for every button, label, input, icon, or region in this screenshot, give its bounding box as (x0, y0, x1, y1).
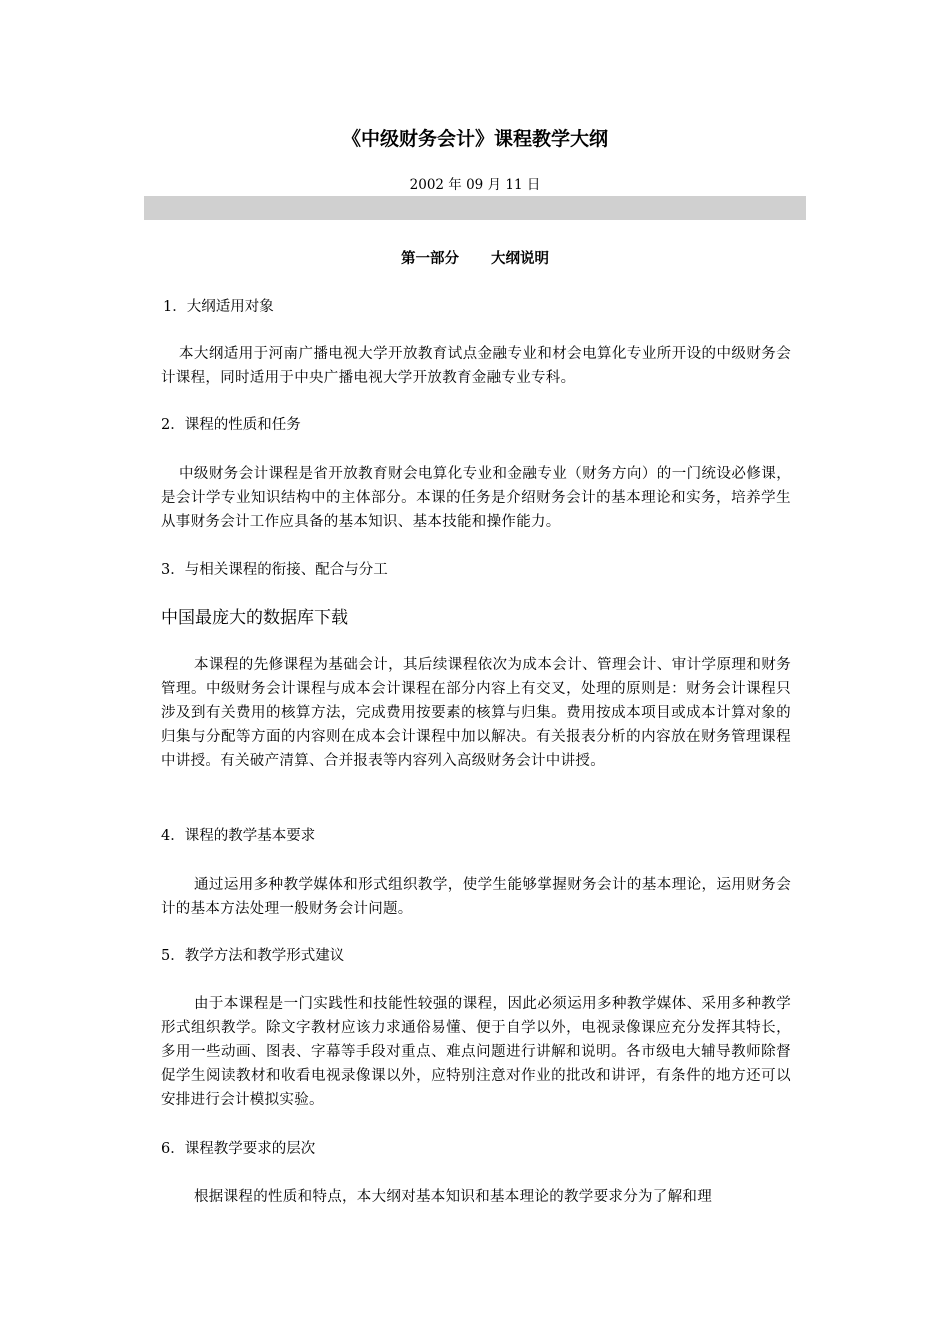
section-3-extra-line: 中国最庞大的数据库下载 (161, 608, 348, 628)
separator-bar (144, 196, 806, 220)
document-date: 2002 年 09 月 11 日 (409, 177, 541, 193)
section-5-heading: 5．教学方法和教学形式建议 (161, 948, 345, 964)
section-3-heading: 3．与相关课程的衔接、配合与分工 (161, 562, 388, 578)
section-6-heading: 6．课程教学要求的层次 (161, 1141, 316, 1157)
part-heading (0, 248, 950, 270)
section-4-paragraph: 通过运用多种教学媒体和形式组织教学，使学生能够掌握财务会计的基本理论，运用财务会计的基本方法处理一般财务会计问题。 (161, 877, 791, 917)
section-2-paragraph: 中级财务会计课程是省开放教育财会电算化专业和金融专业（财务方向）的一门统设必修课，是会计学专业知识结构中的主体部分。本课的任务是介绍财务会计的基本理论和实务，培养学生从事财务会计工作应具备的基本知识、基本技能和操作能力。 (161, 466, 791, 530)
section-2-heading: 2．课程的性质和任务 (161, 417, 301, 433)
section-5-paragraph: 由于本课程是一门实践性和技能性较强的课程，因此必须运用多种教学媒体、采用多种教学形式组织教学。除文字教材应该力求通俗易懂、便于自学以外，电视录像课应充分发挥其特长，多用一些动画、图表、字幕等手段对重点、难点问题进行讲解和说明。各市级电大辅导教师除督促学生阅读教材和收看电视录像课以外，应特别注意对作业的批改和讲评，有条件的地方还可以安排进行会计模拟实验。 (161, 996, 791, 1108)
section-4-heading: 4．课程的教学基本要求 (161, 828, 316, 844)
section-1-heading: 1．大纲适用对象 (163, 299, 274, 315)
document-title: 《中级财务会计》课程教学大纲 (341, 128, 608, 150)
section-1-paragraph: 本大纲适用于河南广播电视大学开放教育试点金融专业和材会电算化专业所开设的中级财务会计课程，同时适用于中央广播电视大学开放教育金融专业专科。 (161, 346, 791, 386)
part-title: 大纲说明 (491, 250, 549, 267)
section-3-paragraph: 本课程的先修课程为基础会计，其后续课程依次为成本会计、管理会计、审计学原理和财务管理。中级财务会计课程与成本会计课程在部分内容上有交叉，处理的原则是：财务会计课程只涉及到有关费用的核算方法，完成费用按要素的核算与归集。费用按成本项目或成本计算对象的归集与分配等方面的内容则在成本会计课程中加以解决。有关报表分析的内容放在财务管理课程中讲授。有关破产清算、合并报表等内容列入高级财务会计中讲授。 (161, 657, 791, 769)
part-label: 第一部分 (401, 250, 459, 267)
section-6-paragraph: 根据课程的性质和特点，本大纲对基本知识和基本理论的教学要求分为了解和理 (194, 1189, 712, 1205)
